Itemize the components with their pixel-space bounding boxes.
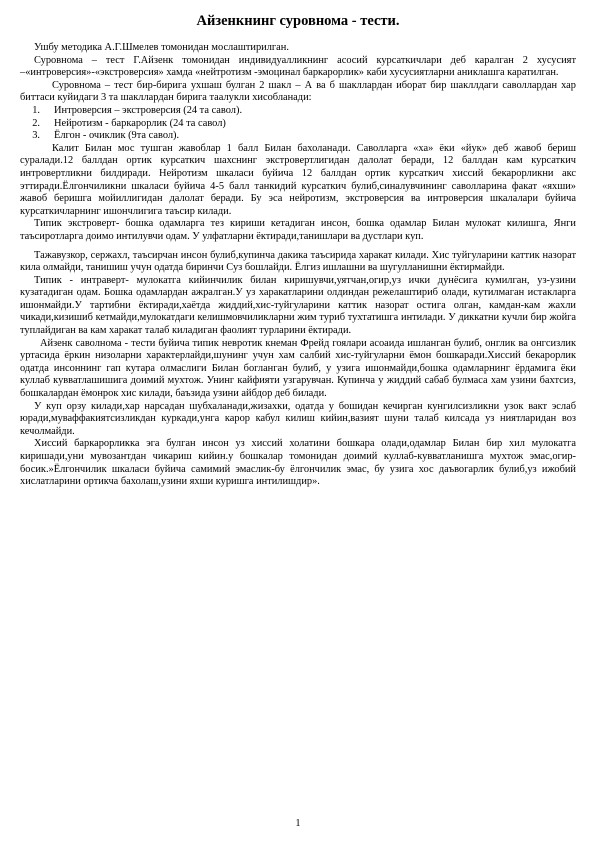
paragraph-methodology: Ушбу методика А.Г.Шмелев томонидан мослаштирилган. xyxy=(34,42,289,53)
paragraph-extrovert-traits: Тажавузкор, сержахл, таъсирчан инсон булиб,купинча дакика таъсирида харакат килади. Хис туйгуларини каттик назорат кила олмайди, танишиш учун одатда биринчи Суз бошлайди. Ёлгиз ишлашни ва шугулланишни ёктирмайди. xyxy=(20,249,576,274)
list-item-text: Ёлгон - очиклик (9та савол). xyxy=(54,130,180,142)
paragraph-emotional-stability: Хиссий баркарорликка эга булган инсон уз хиссий холатини бошкара олади,одамлар Билан бир хил мулокатга киришади,уни мувозантдан чикариш кийин.у бошкалар томонидан доимий куллаб-кувватланишга мухтож эмас,огир-босик.»Ёлгончилик шкаласи буйича самимий эмаслик-бу ёлгончилик эмас, бу узига хос даъвогарлик булиб,уз ижобий хислатларини ортикча бахолаш,узини яхши куришга интилишдир». xyxy=(20,438,576,488)
list-item-number: 3. xyxy=(32,130,40,142)
paragraph-questionnaire-forms: Суровнома – тест бир-бирига ухшаш булган 2 шакл – А ва б шакллардан иборат бир шакллдаги саволлардан хар биттаси куйидаги 3 та шакллардан бирига таалукли хисобланади: xyxy=(20,79,576,104)
document-title: Айзенкнинг суровнома - тести. xyxy=(196,13,400,29)
paragraph-typical-introvert: Типик - интраверт- мулокатга кийинчилик билан киришувчи,уятчан,огир,уз ички дунёсига кумилган, уз-узини кузатадиган одам. Бошка одамлардан ажралган.У уз харакатларини олдиндан режелаштириб олади, кутилмаган истакларга ишонмайди.У тартибни ёктиради,хаётда жиддий,хис-туйгуларини каттик назорат остига олган, камдан-кам жахли чикади,кизишиб кетмайди,мулокатдаги келишмовчиликларни жим туриб тухтатишга интилади. У диккатни кучли бир жойга туплайдиган ва кам харакат талаб киладиган фаолият турларини ёктиради. xyxy=(20,274,576,337)
scales-list xyxy=(20,105,576,143)
paragraph-typical-extrovert: Типик экстроверт- бошка одамларга тез кириши кетадиган инсон, бошка одамлар Билан мулокат килишга, Янги таъсиротларга доимо интилувчи одам. У улфатларни ёктиради,танишлари ва дустлари куп. xyxy=(20,218,576,242)
paragraph-questionnaire-purpose: Суровнома – тест Г.Айзенк томонидан индивидуалликнинг асосий курсаткичлари деб каралган 2 хусусият –«интроверсия»-«экстроверсия» хамда «нейтротизм -эмоцинал баркарорлик» каби хусусиятларни аниклашга каратилган. xyxy=(20,54,576,79)
paragraph-neurotic-traits: У куп орзу килади,хар нарсадан шубхаланади,жизахки, одатда у бошидан кечирган кунгилсизликни узок вакт эслаб юради,муваффакиятсизликдан куркади,унга карор кабул килиш кийин,вазият шуни талаб килсада уз ниятларидан воз кечолмайди. xyxy=(20,400,576,437)
list-item-number: 1. xyxy=(32,104,40,116)
list-item-text: Нейротизм - баркарорлик (24 та савол) xyxy=(54,117,226,129)
list-item xyxy=(20,118,576,131)
list-item-number: 2. xyxy=(32,117,40,129)
list-item xyxy=(20,105,576,118)
list-item xyxy=(20,130,576,143)
paragraph-typical-neurotic: Айзенк саволнома - тести буйича типик невротик кнеман Фрейд гоялари асоаида ишланган булиб, онглик ва онгсизлик уртасида ёркин низоларни характерлайди,шунинг учун хам салбий хис-туйгуларни ёмон бошкаради.Хиссий бекарорлик одатда инсоннинг гап кутара олмаслиги Билан богланган булиб, у узига ишонмайди,бошка одамларнинг ёрдамига ёки куллаб кувватлашишига доимий мухтож. Унинг кайфияти узгарувчан. Купинча у жиддий сабаб булмаса хам узини бахтсиз, бошкалардан ёмонрок хис килади, баъзида узини айбдор деб билади. xyxy=(20,337,576,400)
document-body xyxy=(20,42,576,489)
list-item-text: Интроверсия – экстроверсия (24 та савол). xyxy=(54,104,243,116)
paragraph-scoring-key: Калит Билан мос тушган жавоблар 1 балл Билан бахоланади. Саволларга «ха» ёки «йук» деб жавоб бериш суралади.12 баллдан ортик курсаткич шахснинг экстровертлигидан далолат беради, 12 баллдан кам курсаткич интровертликни билдиради. Нейротизм шкаласи буйича 12 баллдан ортик курсаткич хиссий бекарорликни акс эттиради.Ёлгончиликни шкаласи буйича 4-5 балл танкидий курсаткич булиб,синалувчининг саволларина факат «яхши» жавоб беришга мойиллигидан далолат беради. Бу эса нейротизм, экстроверсия ва интроверсия шкалалари буйича курсаткичларнинг ишончлигига таъсир килади. xyxy=(20,142,576,217)
page-number: 1 xyxy=(295,818,301,829)
